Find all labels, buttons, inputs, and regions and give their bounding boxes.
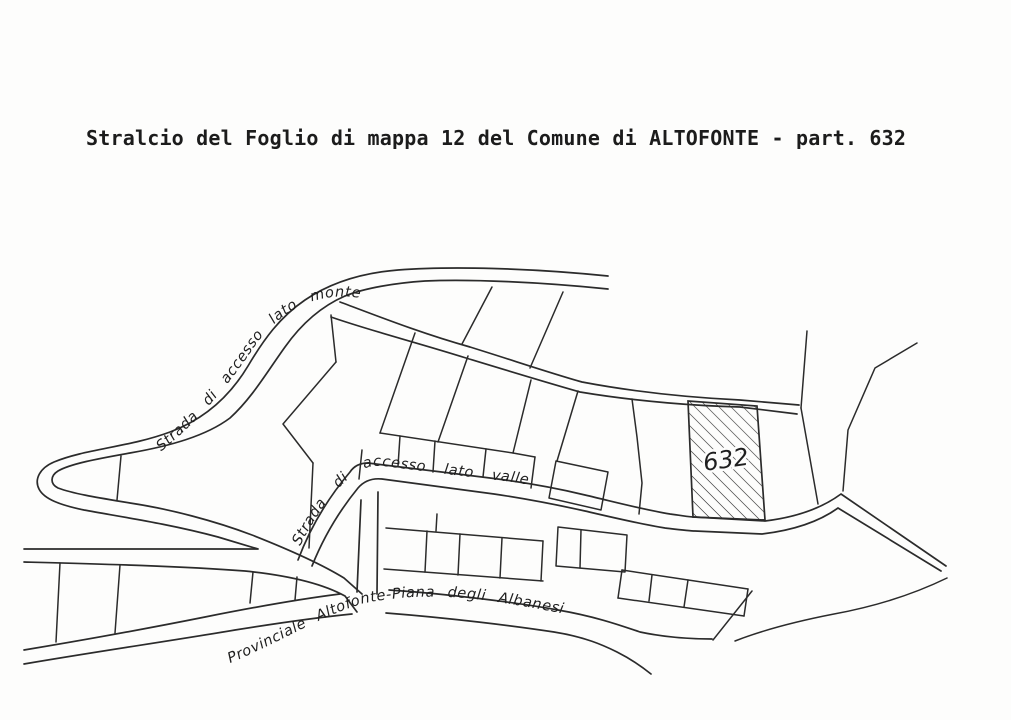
road-label-provinciale: Provinciale Altofonte-Piana degli Albanesi xyxy=(225,584,566,667)
road-lato-valle xyxy=(298,463,946,571)
svg-text:Strada di accesso lato valle xyxy=(289,454,530,548)
road-lato-monte xyxy=(37,268,799,594)
road-label-lato-monte: Strada di accesso lato monte xyxy=(153,284,363,455)
road-label-lato-valle: Strada di accesso lato valle xyxy=(289,453,531,548)
svg-text:Strada di accesso lato monte xyxy=(153,284,362,454)
parcel-boundaries xyxy=(56,287,947,642)
parcel-632-number: 632 xyxy=(701,442,751,477)
document-title: Stralcio del Foglio di mappa 12 del Comune di ALTOFONTE - part. 632 xyxy=(86,126,907,150)
parcel-632 xyxy=(688,401,765,520)
road-connecting-lane xyxy=(357,492,378,594)
